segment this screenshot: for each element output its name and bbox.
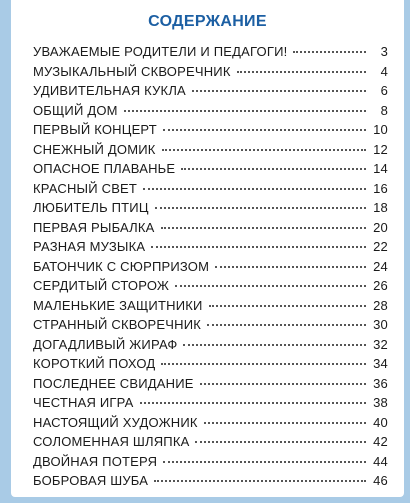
toc-entry-page: 34 xyxy=(373,356,388,371)
dot-leader xyxy=(162,149,366,151)
toc-entry-title: ОПАСНОЕ ПЛАВАНЬЕ xyxy=(33,161,176,176)
toc-entry-page: 14 xyxy=(373,161,388,176)
toc-entry-title: БОБРОВАЯ ШУБА xyxy=(33,473,149,488)
toc-entry-title: ДОГАДЛИВЫЙ ЖИРАФ xyxy=(33,336,178,352)
dot-leader xyxy=(237,71,366,73)
dot-leader xyxy=(140,402,366,404)
toc-entry-page: 10 xyxy=(373,122,388,137)
toc-entry-page: 18 xyxy=(373,200,388,215)
toc-entry-title: УВАЖАЕМЫЕ РОДИТЕЛИ И ПЕДАГОГИ! xyxy=(33,44,288,59)
toc-entry-page: 22 xyxy=(373,239,388,254)
toc-entry[interactable] xyxy=(33,64,388,84)
toc-entry-title: НАСТОЯЩИЙ ХУДОЖНИК xyxy=(33,414,198,430)
dot-leader xyxy=(143,188,366,190)
toc-entry[interactable] xyxy=(33,103,388,123)
toc-entry-title: ДВОЙНАЯ ПОТЕРЯ xyxy=(33,453,158,469)
dot-leader xyxy=(175,285,366,287)
toc-entry[interactable] xyxy=(33,356,388,376)
toc-entry-page: 24 xyxy=(373,258,388,274)
toc-entry-title: ЧЕСТНАЯ ИГРА xyxy=(33,395,134,410)
toc-entry-page: 28 xyxy=(373,297,388,313)
toc-entry-page: 46 xyxy=(373,473,388,488)
toc-entry[interactable] xyxy=(33,142,388,162)
toc-entry-page: 8 xyxy=(380,102,388,118)
toc-page xyxy=(11,0,404,497)
toc-entry[interactable] xyxy=(33,220,388,240)
toc-entry[interactable] xyxy=(33,317,388,337)
dot-leader xyxy=(192,90,366,92)
toc-entry-page: 4 xyxy=(380,63,388,79)
dot-leader xyxy=(151,246,366,248)
toc-entry[interactable] xyxy=(33,83,388,103)
toc-entry-title: СЕРДИТЫЙ СТОРОЖ xyxy=(33,278,170,293)
toc-entry[interactable] xyxy=(33,298,388,318)
toc-entry[interactable] xyxy=(33,44,388,64)
toc-entry-page: 16 xyxy=(373,180,388,196)
toc-entry-page: 3 xyxy=(380,44,388,59)
toc-entry-page: 12 xyxy=(373,141,388,157)
toc-entry-page: 32 xyxy=(373,336,388,352)
toc-entry-title: РАЗНАЯ МУЗЫКА xyxy=(33,239,146,254)
toc-entry[interactable] xyxy=(33,434,388,454)
toc-entry-page: 30 xyxy=(373,317,388,332)
toc-entry-page: 20 xyxy=(373,219,388,235)
toc-entry-title: ЛЮБИТЕЛЬ ПТИЦ xyxy=(33,200,149,215)
dot-leader xyxy=(207,324,366,326)
toc-entry-title: ПОСЛЕДНЕЕ СВИДАНИЕ xyxy=(33,375,194,391)
toc-entry[interactable] xyxy=(33,395,388,415)
toc-entry-page: 44 xyxy=(373,453,388,469)
dot-leader xyxy=(155,207,366,209)
toc-entry-title: СНЕЖНЫЙ ДОМИК xyxy=(33,141,156,157)
toc-list xyxy=(33,44,388,493)
dot-leader xyxy=(195,441,366,443)
toc-entry-page: 6 xyxy=(380,83,388,98)
dot-leader xyxy=(161,363,366,365)
dot-leader xyxy=(163,129,366,131)
toc-entry-title: КРАСНЫЙ СВЕТ xyxy=(33,180,138,196)
toc-entry[interactable] xyxy=(33,337,388,357)
toc-entry[interactable] xyxy=(33,239,388,259)
toc-entry-title: ПЕРВАЯ РЫБАЛКА xyxy=(33,219,155,235)
page-title: СОДЕРЖАНИЕ xyxy=(148,13,267,30)
toc-entry-title: КОРОТКИЙ ПОХОД xyxy=(33,356,156,371)
toc-entry-title: СОЛОМЕННАЯ ШЛЯПКА xyxy=(33,434,190,449)
dot-leader xyxy=(163,461,366,463)
dot-leader xyxy=(181,168,366,170)
dot-leader xyxy=(161,227,366,229)
toc-entry[interactable] xyxy=(33,415,388,435)
dot-leader xyxy=(215,266,366,268)
toc-entry-title: ОБЩИЙ ДОМ xyxy=(33,102,118,118)
toc-entry[interactable] xyxy=(33,473,388,493)
toc-entry-page: 36 xyxy=(373,375,388,391)
toc-entry[interactable] xyxy=(33,181,388,201)
toc-entry[interactable] xyxy=(33,454,388,474)
dot-leader xyxy=(200,383,366,385)
toc-entry-page: 38 xyxy=(373,395,388,410)
toc-entry-page: 40 xyxy=(373,414,388,430)
toc-entry-title: БАТОНЧИК С СЮРПРИЗОМ xyxy=(33,258,210,274)
dot-leader xyxy=(154,480,366,482)
toc-entry[interactable] xyxy=(33,200,388,220)
toc-entry[interactable] xyxy=(33,161,388,181)
toc-entry[interactable] xyxy=(33,376,388,396)
toc-entry-title: МУЗЫКАЛЬНЫЙ СКВОРЕЧНИК xyxy=(33,63,231,79)
toc-entry[interactable] xyxy=(33,259,388,279)
dot-leader xyxy=(183,344,366,346)
dot-leader xyxy=(204,422,366,424)
dot-leader xyxy=(124,110,366,112)
toc-entry-title: УДИВИТЕЛЬНАЯ КУКЛА xyxy=(33,83,186,98)
dot-leader xyxy=(293,51,366,53)
toc-entry[interactable] xyxy=(33,122,388,142)
toc-entry-title: СТРАННЫЙ СКВОРЕЧНИК xyxy=(33,317,202,332)
toc-entry-page: 42 xyxy=(373,434,388,449)
toc-entry-title: МАЛЕНЬКИЕ ЗАЩИТНИКИ xyxy=(33,297,203,313)
toc-entry[interactable] xyxy=(33,278,388,298)
dot-leader xyxy=(209,305,366,307)
toc-entry-title: ПЕРВЫЙ КОНЦЕРТ xyxy=(33,122,157,137)
toc-entry-page: 26 xyxy=(373,278,388,293)
